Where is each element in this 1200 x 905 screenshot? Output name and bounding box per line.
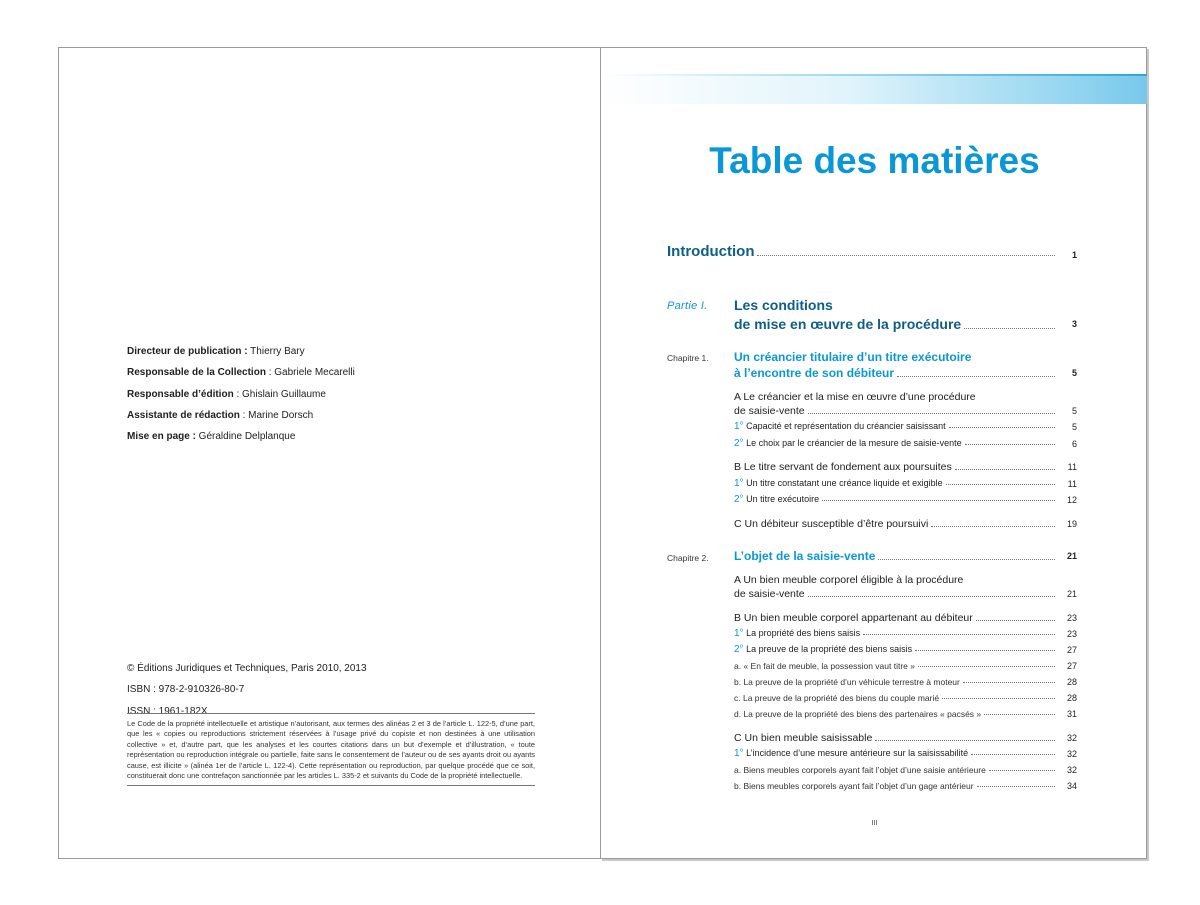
- toc-subsub-2b-d[interactable]: d. La preuve de la propriété des biens des partenaires « pacsés » 31: [734, 709, 1077, 719]
- toc-sub-1b-2[interactable]: 2° Un titre exécutoire 12: [734, 494, 1077, 505]
- toc-section-1c[interactable]: C Un débiteur susceptible d’être poursuivi 19: [734, 518, 1077, 530]
- right-page: [600, 47, 1147, 859]
- issn-line: ISSN : 1961-182X: [127, 705, 208, 717]
- toc-subsub-2b-c[interactable]: c. La preuve de la propriété des biens du couple marié 28: [734, 693, 1077, 703]
- book-spine: [600, 47, 601, 859]
- toc-section-1b[interactable]: B Le titre servant de fondement aux poursuites 11: [734, 461, 1077, 473]
- toc-sub-2c-1[interactable]: 1° L’incidence d’une mesure antérieure sur la saisissabilité 32: [734, 748, 1077, 759]
- toc-subsub-2b-b[interactable]: b. La preuve de la propriété d’un véhicule terrestre à moteur 28: [734, 677, 1077, 687]
- toc-sub-2b-2[interactable]: 2° La preuve de la propriété des biens saisis 27: [734, 644, 1077, 655]
- chapter-1-label: Chapitre 1.: [667, 353, 709, 363]
- toc-sub-2b-1[interactable]: 1° La propriété des biens saisis 23: [734, 628, 1077, 639]
- toc-section-2c[interactable]: C Un bien meuble saisissable 32: [734, 732, 1077, 744]
- header-banner: [601, 74, 1147, 104]
- chapter-2-label: Chapitre 2.: [667, 553, 709, 563]
- part-label: Partie I.: [667, 300, 708, 312]
- legal-notice: Le Code de la propriété intellectuelle et artistique n’autorisant, aux termes des alinéas 2 et 3 de l’article L. 122-5, d’une part, que les « copies ou reproductions strictement réservées à l’usage privé du copiste et non destinées à une utilisation collective » et, d’autre part, que les analyses et les courtes citations dans un but d’exemple et d’illustration, « toute représentation ou reproduction intégrale ou partielle, faite sans le consentement de l’auteur ou de ses ayants droit ou ayants cause, est illicite » (alinéa 1er de l’article L. 122-4). Cette représentation ou reproduction, par quelque procédé que ce soit, constituerait donc une contrefaçon sanctionnée par les articles L. 335-2 et suivants du Code de la propriété intellectuelle.: [127, 713, 535, 786]
- toc-subsub-2b-a[interactable]: a. « En fait de meuble, la possession vaut titre » 27: [734, 661, 1077, 671]
- credit-assistant: Assistante de rédaction : Marine Dorsch: [127, 409, 314, 421]
- toc-section-2a-line1[interactable]: A Un bien meuble corporel éligible à la procédure: [734, 574, 964, 586]
- toc-subsub-2c-b[interactable]: b. Biens meubles corporels ayant fait l’objet d’un gage antérieur 34: [734, 781, 1077, 791]
- left-page: [58, 47, 600, 859]
- toc-section-2b[interactable]: B Un bien meuble corporel appartenant au débiteur 23: [734, 612, 1077, 624]
- toc-subsub-2c-a[interactable]: a. Biens meubles corporels ayant fait l’objet d’une saisie antérieure 32: [734, 765, 1077, 775]
- toc-sub-1b-1[interactable]: 1° Un titre constatant une créance liquide et exigible 11: [734, 478, 1077, 489]
- toc-section-2a[interactable]: de saisie-vente 21: [734, 588, 1077, 600]
- credit-editor: Responsable d’édition : Ghislain Guillaume: [127, 388, 326, 400]
- credit-collection: Responsable de la Collection : Gabriele Mecarelli: [127, 367, 355, 379]
- toc-chapter-2[interactable]: L’objet de la saisie-vente 21: [734, 549, 1077, 563]
- credit-layout: Mise en page : Géraldine Delplanque: [127, 431, 296, 443]
- toc-part[interactable]: de mise en œuvre de la procédure 3: [734, 316, 1077, 332]
- page-number: III: [871, 820, 878, 827]
- copyright-line: © Éditions Juridiques et Techniques, Paris 2010, 2013: [127, 663, 367, 674]
- toc-section-1a[interactable]: de saisie-vente 5: [734, 405, 1077, 417]
- toc-sub-1a-1[interactable]: 1° Capacité et représentation du créancier saisissant 5: [734, 421, 1077, 432]
- isbn-line: ISBN : 978-2-910326-80-7: [127, 684, 245, 696]
- toc-chapter-1-line1[interactable]: Un créancier titulaire d’un titre exécutoire: [734, 350, 972, 364]
- toc-part-line1[interactable]: Les conditions: [734, 297, 833, 313]
- credit-director: Directeur de publication : Thierry Bary: [127, 346, 305, 357]
- header-banner-line: [601, 74, 1147, 76]
- toc-sub-1a-2[interactable]: 2° Le choix par le créancier de la mesure de saisie-vente 6: [734, 438, 1077, 449]
- credits-block: [127, 341, 355, 447]
- toc-chapter-1[interactable]: à l’encontre de son débiteur 5: [734, 366, 1077, 380]
- toc-section-1a-line1[interactable]: A Le créancier et la mise en œuvre d’une procédure: [734, 391, 976, 403]
- toc-introduction[interactable]: Introduction 1: [667, 243, 1077, 260]
- page-title: Table des matières: [709, 140, 1040, 181]
